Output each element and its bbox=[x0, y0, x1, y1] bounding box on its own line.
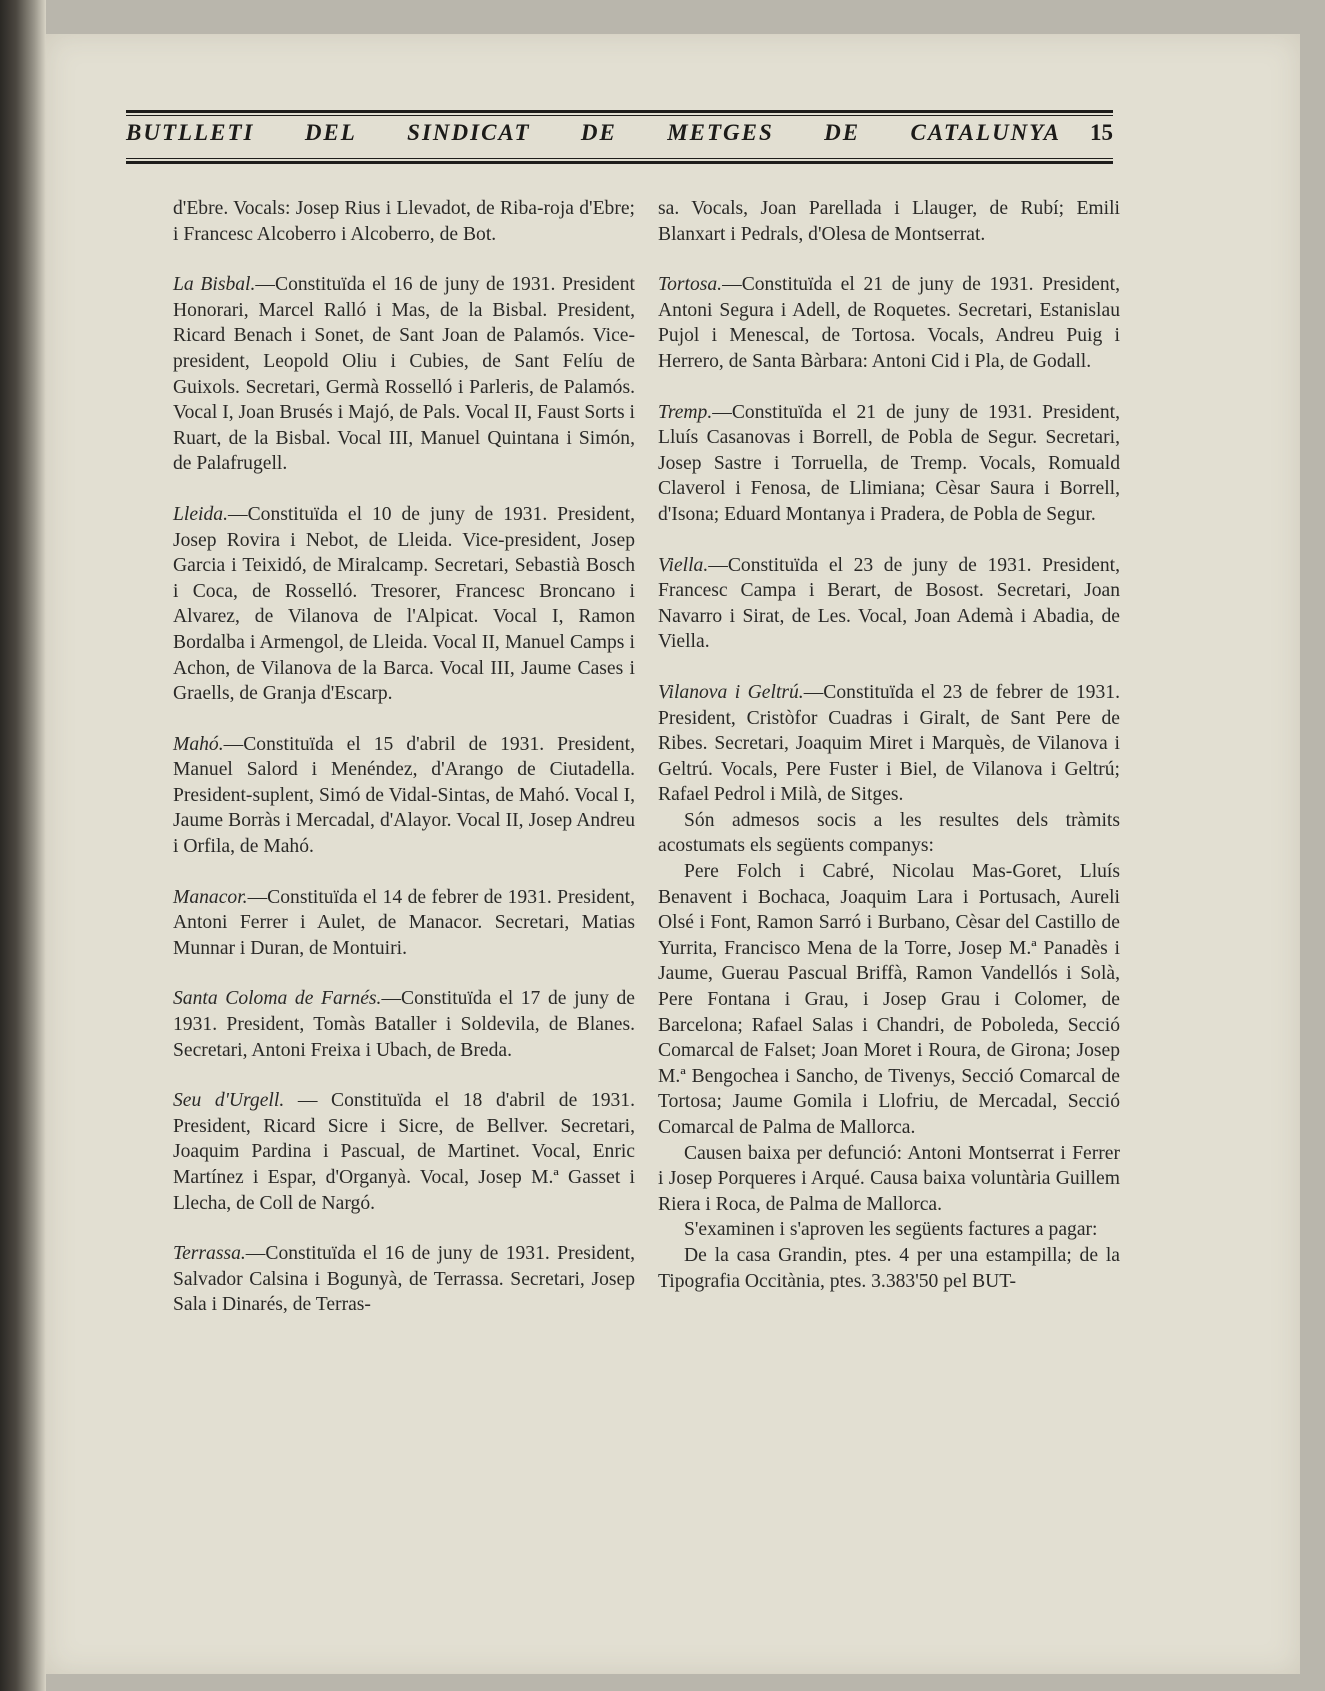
section-paragraph bbox=[173, 1088, 635, 1216]
section-paragraph bbox=[173, 502, 635, 707]
section-paragraph bbox=[658, 400, 1120, 528]
paragraph-text: Són admesos socis a les resultes dels tràmits acostumats els següents companys: bbox=[658, 809, 1120, 857]
paragraph-text: Pere Folch i Cabré, Nicolau Mas-Goret, Lluís Benavent i Bochaca, Joaquim Lara i Portusach, Aureli Olsé i Font, Ramon Sarró i Burbano, Cèsar del Castillo de Yurrita, Francisco Mena de la Torre, Josep M.ª Panadès i Jaume, Guerau Pascual Briffà, Ramon Vandellós i Solà, Pere Fontana i Grau, i Josep Grau i Colomer, de Barcelona; Rafael Salas i Chandri, de Poboleda, Secció Comarcal de Falset; Joan Moret i Roura, de Girona; Josep M.ª Bengochea i Sancho, de Tivenys, Secció Comarcal de Tortosa; Jaume Gomila i Llofriu, de Mercadal, Secció Comarcal de Palma de Mallorca. bbox=[658, 861, 1120, 1138]
right-column bbox=[658, 196, 1120, 1294]
paragraph bbox=[658, 196, 1120, 247]
place-name: Seu d'Urgell. bbox=[173, 1090, 285, 1112]
place-name: Santa Coloma de Farnés. bbox=[173, 988, 382, 1010]
indented-paragraph bbox=[658, 1141, 1120, 1218]
paragraph-text: —Constituïda el 14 de febrer de 1931. President, Antoni Ferrer i Aulet, de Manacor. Secretari, Matias Munnar i Duran, de Montuiri. bbox=[173, 886, 635, 959]
title-word: CATALUNYA bbox=[910, 120, 1061, 145]
paragraph-text: —Constituïda el 16 de juny de 1931. President, Salvador Calsina i Bogunyà, de Terrassa. Secretari, Josep Sala i Dinarés, de Terras- bbox=[173, 1243, 635, 1316]
paragraph-text: S'examinen i s'aproven les següents factures a pagar: bbox=[684, 1219, 1098, 1241]
paragraph bbox=[173, 196, 635, 247]
title-word: DE bbox=[824, 120, 861, 145]
header-rule-bottom-thick bbox=[126, 161, 1113, 164]
indented-paragraph bbox=[658, 859, 1120, 1141]
section-paragraph bbox=[658, 553, 1120, 655]
book-spine-shadow bbox=[0, 0, 46, 1691]
paragraph-text: —Constituïda el 23 de juny de 1931. President, Francesc Campa i Berart, de Bosost. Secretari, Joan Navarro i Sirat, de Les. Vocal, Joan Ademà i Abadia, de Viella. bbox=[658, 554, 1120, 653]
section-paragraph bbox=[173, 986, 635, 1063]
left-column bbox=[173, 196, 635, 1318]
header-rule-bottom-thin bbox=[126, 158, 1113, 159]
indented-paragraph bbox=[658, 1243, 1120, 1294]
place-name: Viella. bbox=[658, 554, 709, 576]
place-name: Tremp. bbox=[658, 401, 713, 423]
section-paragraph bbox=[173, 732, 635, 860]
paragraph-text: De la casa Grandin, ptes. 4 per una estampilla; de la Tipografia Occitània, ptes. 3.383'50 pel BUT- bbox=[658, 1244, 1120, 1292]
paragraph-text: —Constituïda el 10 de juny de 1931. President, Josep Rovira i Nebot, de Lleida. Vice-president, Josep Garcia i Teixidó, de Miralcamp. Secretari, Sebastià Bosch i Coca, de Rosselló. Tresorer, Francesc Broncano i Alvarez, de Vilanova de l'Alpicat. Vocal I, Ramon Bordalba i Armengol, de Lleida. Vocal II, Manuel Camps i Achon, de Vilanova de la Barca. Vocal III, Jaume Cases i Graells, de Granja d'Escarp. bbox=[173, 503, 635, 705]
section-paragraph bbox=[173, 885, 635, 962]
journal-title bbox=[126, 120, 1061, 146]
title-word: DEL bbox=[304, 120, 357, 145]
page-number: 15 bbox=[1090, 120, 1113, 145]
place-name: Terrassa. bbox=[173, 1243, 246, 1265]
place-name: La Bisbal. bbox=[173, 274, 256, 296]
paragraph-text: —Constituïda el 15 d'abril de 1931. President, Manuel Salord i Menéndez, d'Arango de Ciutadella. President-suplent, Simó de Vidal-Sintas, de Mahó. Vocal I, Jaume Borràs i Mercadal, d'Alayor. Vocal II, Josep Andreu i Orfila, de Mahó. bbox=[173, 733, 635, 858]
paragraph-text: —Constituïda el 21 de juny de 1931. President, Antoni Segura i Adell, de Roquetes. Secretari, Estanislau Pujol i Menescal, de Tortosa. Vocals, Andreu Puig i Herrero, de Santa Bàrbara: Antoni Cid i Pla, de Godall. bbox=[658, 274, 1120, 372]
paragraph-text: —Constituïda el 21 de juny de 1931. President, Lluís Casanovas i Borrell, de Pobla de Segur. Secretari, Josep Sastre i Torruella, de Tremp. Vocals, Romuald Claverol i Fenosa, de Llimiana; Cèsar Saura i Borrell, d'Isona; Eduard Montanya i Pradera, de Pobla de Segur. bbox=[658, 401, 1120, 525]
section-paragraph bbox=[658, 272, 1120, 374]
paragraph-text: —Constituïda el 17 de juny de 1931. President, Tomàs Bataller i Soldevila, de Blanes. Secretari, Antoni Freixa i Ubach, de Breda. bbox=[173, 988, 636, 1061]
paragraph-text: —Constituïda el 16 de juny de 1931. President Honorari, Marcel Ralló i Mas, de la Bisbal. President, Ricard Benach i Sonet, de Sant Joan de Palamós. Vice-president, Leopold Oliu i Cubies, de Sant Felíu de Guixols. Secretari, Germà Rosselló i Parleris, de Palamós. Vocal I, Joan Brusés i Majó, de Pals. Vocal II, Faust Sorts i Ruart, de la Bisbal. Vocal III, Manuel Quintana i Simón, de Palafrugell. bbox=[173, 274, 635, 475]
header-rule-top-thick bbox=[126, 110, 1113, 113]
paragraph-text: — Constituïda el 18 d'abril de 1931. President, Ricard Sicre i Sicre, de Bellver. Secretari, Joaquim Pardina i Pascual, de Martinet. Vocal, Enric Martínez i Espar, d'Organyà. Vocal, Josep M.ª Gasset i Llecha, de Coll de Nargó. bbox=[173, 1090, 635, 1214]
running-header bbox=[126, 76, 1113, 168]
section-paragraph bbox=[173, 272, 635, 477]
title-word: DE bbox=[580, 120, 617, 145]
title-word: SINDICAT bbox=[407, 120, 531, 145]
paragraph-text: sa. Vocals, Joan Parellada i Llauger, de Rubí; Emili Blanxart i Pedrals, d'Olesa de Montserrat. bbox=[658, 198, 1120, 245]
header-rule-top-thin bbox=[126, 115, 1113, 116]
section-paragraph bbox=[173, 1241, 635, 1318]
paragraph-text: d'Ebre. Vocals: Josep Rius i Llevadot, de Riba-roja d'Ebre; i Francesc Alcoberro i Alcoberro, de Bot. bbox=[173, 198, 635, 245]
place-name: Lleida. bbox=[173, 503, 228, 525]
indented-paragraph bbox=[658, 1217, 1120, 1243]
title-word: BUTLLETI bbox=[126, 120, 255, 145]
place-name: Mahó. bbox=[173, 733, 224, 755]
indented-paragraph bbox=[658, 808, 1120, 859]
place-name: Vilanova i Geltrú. bbox=[658, 681, 804, 703]
place-name: Manacor. bbox=[173, 886, 248, 908]
place-name: Tortosa. bbox=[658, 274, 723, 296]
section-paragraph bbox=[658, 680, 1120, 808]
paragraph-text: —Constituïda el 23 de febrer de 1931. President, Cristòfor Cuadras i Giralt, de Sant Pere de Ribes. Secretari, Joaquim Miret i Marquès, de Vilanova i Geltrú. Vocals, Pere Fuster i Biel, de Vilanova i Geltrú; Rafael Pedrol i Milà, de Sitges. bbox=[658, 681, 1120, 806]
paragraph-text: Causen baixa per defunció: Antoni Montserrat i Ferrer i Josep Porqueres i Arqué. Causa baixa voluntària Guillem Riera i Roca, de Palma de Mallorca. bbox=[658, 1142, 1120, 1215]
title-word: METGES bbox=[667, 120, 774, 145]
